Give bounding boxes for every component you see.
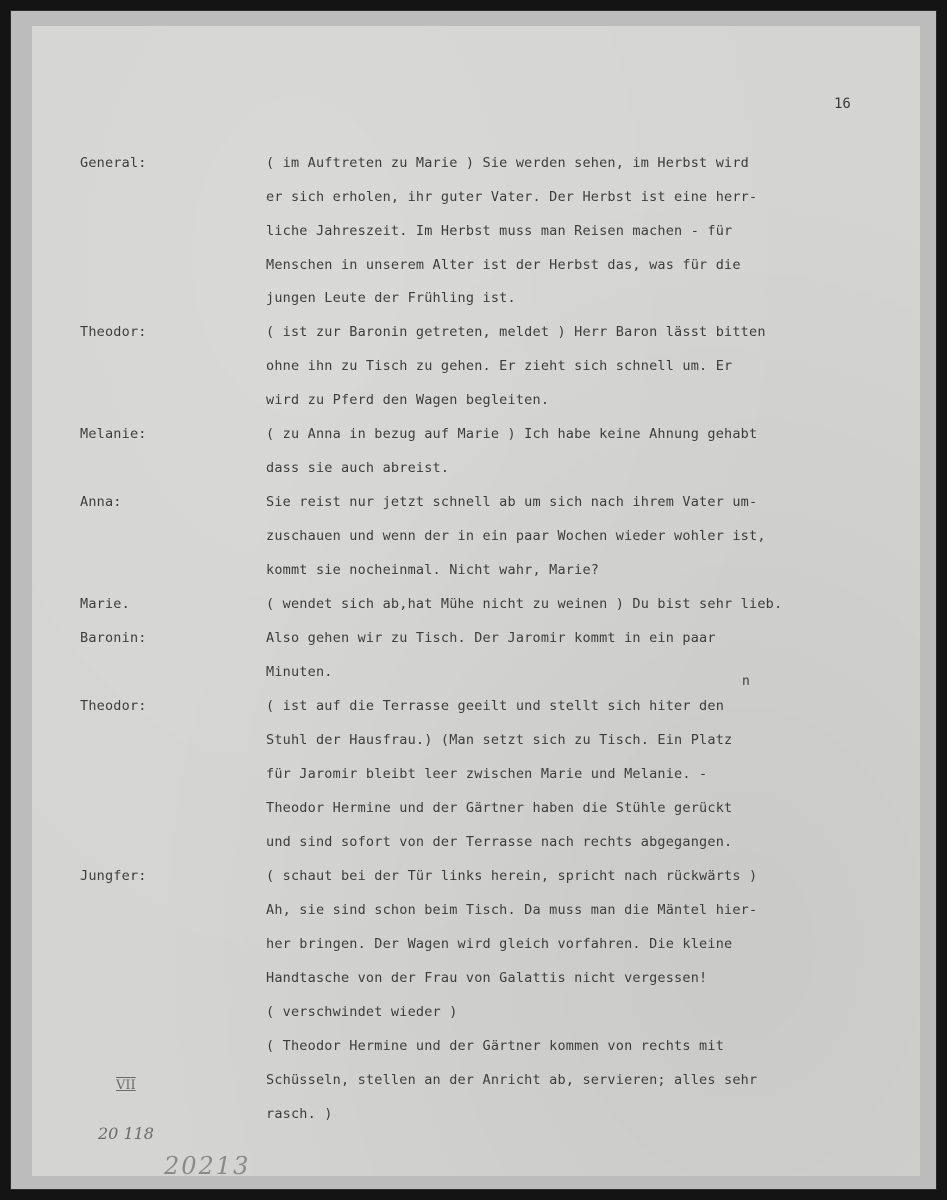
line-text: Ah, sie sind schon beim Tisch. Da muss man die Mäntel hier- (266, 902, 758, 918)
line-text: zuschauen und wenn der in ein paar Wochen wieder wohler ist, (266, 528, 766, 544)
line-text: Handtasche von der Frau von Galattis nicht vergessen! (266, 970, 708, 986)
line-text: wird zu Pferd den Wagen begleiten. (266, 392, 550, 408)
line-text: Schüsseln, stellen an der Anricht ab, servieren; alles sehr (266, 1072, 758, 1088)
line-text: kommt sie nocheinmal. Nicht wahr, Marie? (266, 562, 600, 578)
archive-mark-number: 20213 (164, 1152, 251, 1180)
line-text: Also gehen wir zu Tisch. Der Jaromir kommt in ein paar (266, 630, 716, 646)
speaker-label: General: (80, 155, 147, 171)
typescript-page (32, 26, 920, 1180)
line-text: ohne ihn zu Tisch zu gehen. Er zieht sich schnell um. Er (266, 358, 733, 374)
line-text: Stuhl der Hausfrau.) (Man setzt sich zu Tisch. Ein Platz (266, 732, 733, 748)
speaker-label: Melanie: (80, 426, 147, 442)
line-text: Theodor Hermine und der Gärtner haben die Stühle gerückt (266, 800, 733, 816)
scan-frame (10, 10, 937, 1190)
speaker-label: Jungfer: (80, 868, 147, 884)
speaker-label: Marie. (80, 596, 130, 612)
line-text: für Jaromir bleibt leer zwischen Marie und Melanie. - (266, 766, 708, 782)
line-text: ( schaut bei der Tür links herein, spricht nach rückwärts ) (266, 868, 758, 884)
line-text: rasch. ) (266, 1106, 333, 1122)
archive-mark-folio: 20 118 (98, 1124, 154, 1143)
line-text: jungen Leute der Frühling ist. (266, 290, 516, 306)
line-text: ( Theodor Hermine und der Gärtner kommen von rechts mit (266, 1038, 725, 1054)
line-text: her bringen. Der Wagen wird gleich vorfahren. Die kleine (266, 936, 733, 952)
speaker-label: Baronin: (80, 630, 147, 646)
line-text: er sich erholen, ihr guter Vater. Der Herbst ist eine herr- (266, 189, 758, 205)
line-text: dass sie auch abreist. (266, 460, 450, 476)
speaker-label: Theodor: (80, 698, 147, 714)
line-text: Minuten. (266, 664, 333, 680)
archive-mark-roman: VII (116, 1078, 136, 1093)
line-text: Sie reist nur jetzt schnell ab um sich nach ihrem Vater um- (266, 494, 758, 510)
line-text: ( im Auftreten zu Marie ) Sie werden sehen, im Herbst wird (266, 155, 750, 171)
line-text: Menschen in unserem Alter ist der Herbst das, was für die (266, 257, 741, 273)
line-text: ( verschwindet wieder ) (266, 1004, 458, 1020)
line-text: liche Jahreszeit. Im Herbst muss man Reisen machen - für (266, 223, 733, 239)
page-number: 16 (834, 96, 851, 112)
line-text: ( zu Anna in bezug auf Marie ) Ich habe keine Ahnung gehabt (266, 426, 758, 442)
line-text: ( ist zur Baronin getreten, meldet ) Herr Baron lässt bitten (266, 324, 766, 340)
handwritten-insertion: n (742, 674, 750, 689)
line-text: ( wendet sich ab,hat Mühe nicht zu weinen ) Du bist sehr lieb. (266, 596, 783, 612)
speaker-label: Anna: (80, 494, 122, 510)
line-text: und sind sofort von der Terrasse nach rechts abgegangen. (266, 834, 733, 850)
speaker-label: Theodor: (80, 324, 147, 340)
line-text: ( ist auf die Terrasse geeilt und stellt sich hiter den (266, 698, 725, 714)
